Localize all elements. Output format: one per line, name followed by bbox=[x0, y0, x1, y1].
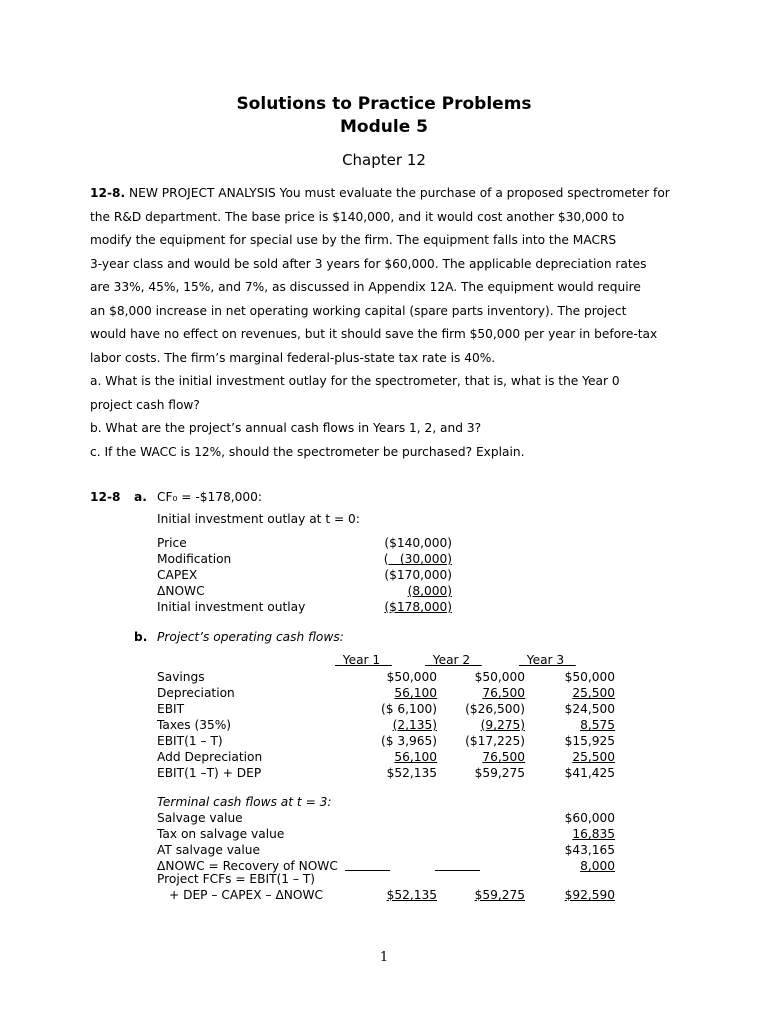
problem-line: the R&D department. The base price is $140,000, and it would cost another $30,000 to bbox=[90, 209, 625, 224]
fcf-values-row bbox=[157, 887, 615, 903]
document-title: Solutions to Practice Problems bbox=[236, 94, 532, 114]
cell-value: $24,500 bbox=[564, 702, 615, 716]
table-row: CAPEX ($170,000) bbox=[157, 568, 452, 582]
year-header: Year 3 bbox=[526, 653, 565, 667]
problem-line: are 33%, 45%, 15%, and 7%, as discussed in Appendix 12A. The equipment would require bbox=[90, 280, 641, 294]
cell-value: (2,135) bbox=[392, 718, 437, 732]
cell-value: 76,500 bbox=[482, 686, 525, 700]
cell-value: 25,500 bbox=[572, 686, 615, 700]
table-row bbox=[157, 826, 615, 842]
cell-value: $59,275 bbox=[474, 766, 525, 780]
fcf-value: $92,590 bbox=[564, 888, 615, 902]
row-label: Salvage value bbox=[157, 811, 243, 825]
row-label: Taxes (35%) bbox=[157, 718, 232, 732]
year-header: Year 2 bbox=[432, 653, 471, 667]
problem-line: modify the equipment for special use by the firm. The equipment falls into the MACRS bbox=[90, 233, 617, 247]
cell-value: $60,000 bbox=[564, 811, 615, 825]
cell-value: ($ 6,100) bbox=[380, 702, 437, 716]
table-row: Modification ( (30,000) bbox=[157, 552, 452, 566]
cell-value: 16,835 bbox=[572, 827, 615, 841]
row-label: EBIT(1 –T) + DEP bbox=[157, 766, 262, 780]
cell-value: ($ 3,965) bbox=[380, 734, 437, 748]
part-a-label: a. bbox=[134, 490, 147, 504]
problem-line: 3-year class and would be sold after 3 years for $60,000. The applicable depreciation rates bbox=[90, 256, 647, 271]
table-row bbox=[157, 749, 615, 765]
cell-value: 25,500 bbox=[572, 750, 615, 764]
table-row bbox=[157, 765, 615, 781]
table-row bbox=[157, 810, 615, 826]
problem-line: an $8,000 increase in net operating working capital (spare parts inventory). The project bbox=[90, 303, 627, 318]
question-a-cont: project cash flow? bbox=[90, 397, 200, 412]
question-b: b. What are the project’s annual cash flows in Years 1, 2, and 3? bbox=[90, 421, 482, 435]
cell-value: $50,000 bbox=[386, 670, 437, 684]
part-a-subtitle: Initial investment outlay at t = 0: bbox=[157, 512, 360, 526]
row-label: Add Depreciation bbox=[157, 750, 263, 764]
table-row bbox=[157, 733, 615, 749]
row-label: Savings bbox=[157, 670, 205, 684]
cell-value: $43,165 bbox=[564, 843, 615, 857]
problem-line: 12-8. NEW PROJECT ANALYSIS You must evaluate the purchase of a proposed spectrometer for bbox=[90, 186, 670, 200]
cell-value: $50,000 bbox=[474, 670, 525, 684]
fcf-value: $59,275 bbox=[474, 888, 525, 902]
year-header: Year 1 bbox=[342, 653, 381, 667]
question-a: a. What is the initial investment outlay for the spectrometer, that is, what is the Year 0 bbox=[90, 374, 620, 388]
table-row bbox=[157, 842, 615, 858]
problem-statement bbox=[90, 182, 680, 464]
fcf-label-1: Project FCFs = EBIT(1 – T) bbox=[157, 872, 316, 886]
cell-value: $41,425 bbox=[564, 766, 615, 780]
cell-value: 76,500 bbox=[482, 750, 525, 764]
row-label: Depreciation bbox=[157, 686, 235, 700]
problem-number: 12-8. bbox=[90, 186, 126, 200]
chapter-heading: Chapter 12 bbox=[342, 151, 426, 169]
cell-value: ($26,500) bbox=[465, 702, 525, 716]
cell-value: $50,000 bbox=[564, 670, 615, 684]
table-row: Price ($140,000) bbox=[157, 536, 452, 550]
table-row: ΔNOWC (8,000) bbox=[157, 584, 452, 598]
row-label: Tax on salvage value bbox=[157, 827, 285, 841]
problem-line: would have no effect on revenues, but it should save the firm $50,000 per year in before-tax bbox=[90, 327, 658, 341]
table-row bbox=[157, 669, 615, 685]
fcf-value: $52,135 bbox=[386, 888, 437, 902]
row-label: ΔNOWC = Recovery of NOWC bbox=[157, 859, 338, 873]
blank-line bbox=[345, 870, 390, 871]
cell-value: 8,575 bbox=[580, 718, 615, 732]
row-label: AT salvage value bbox=[157, 843, 260, 857]
question-c: c. If the WACC is 12%, should the spectrometer be purchased? Explain. bbox=[90, 444, 525, 459]
cell-value: 56,100 bbox=[394, 750, 437, 764]
cell-value: $15,925 bbox=[564, 734, 615, 748]
cell-value: 8,000 bbox=[580, 859, 615, 873]
part-a-cf: CF₀ = -$178,000: bbox=[157, 490, 263, 504]
part-b-label: b. bbox=[134, 630, 148, 644]
module-title: Module 5 bbox=[340, 117, 428, 137]
table-row: Initial investment outlay ($178,000) bbox=[157, 600, 452, 614]
cell-value: ($17,225) bbox=[465, 734, 525, 748]
problem-line: labor costs. The firm’s marginal federal-plus-state tax rate is 40%. bbox=[90, 350, 496, 365]
page-number: 1 bbox=[379, 950, 389, 965]
operating-cash-flow-table bbox=[157, 652, 615, 912]
terminal-title: Terminal cash flows at t = 3: bbox=[157, 795, 332, 809]
cell-value: 56,100 bbox=[394, 686, 437, 700]
row-label: EBIT(1 – T) bbox=[157, 734, 223, 748]
row-label: EBIT bbox=[157, 702, 185, 716]
table-row bbox=[157, 701, 615, 717]
solution-number: 12-8 bbox=[90, 490, 121, 504]
cell-value: (9,275) bbox=[480, 718, 525, 732]
fcf-label-2: + DEP – CAPEX – ΔNOWC bbox=[169, 888, 324, 902]
cell-value: $52,135 bbox=[386, 766, 437, 780]
part-b-title: Project’s operating cash flows: bbox=[157, 630, 344, 644]
blank-line bbox=[435, 870, 480, 871]
table-row bbox=[157, 717, 615, 733]
table-row bbox=[157, 685, 615, 701]
